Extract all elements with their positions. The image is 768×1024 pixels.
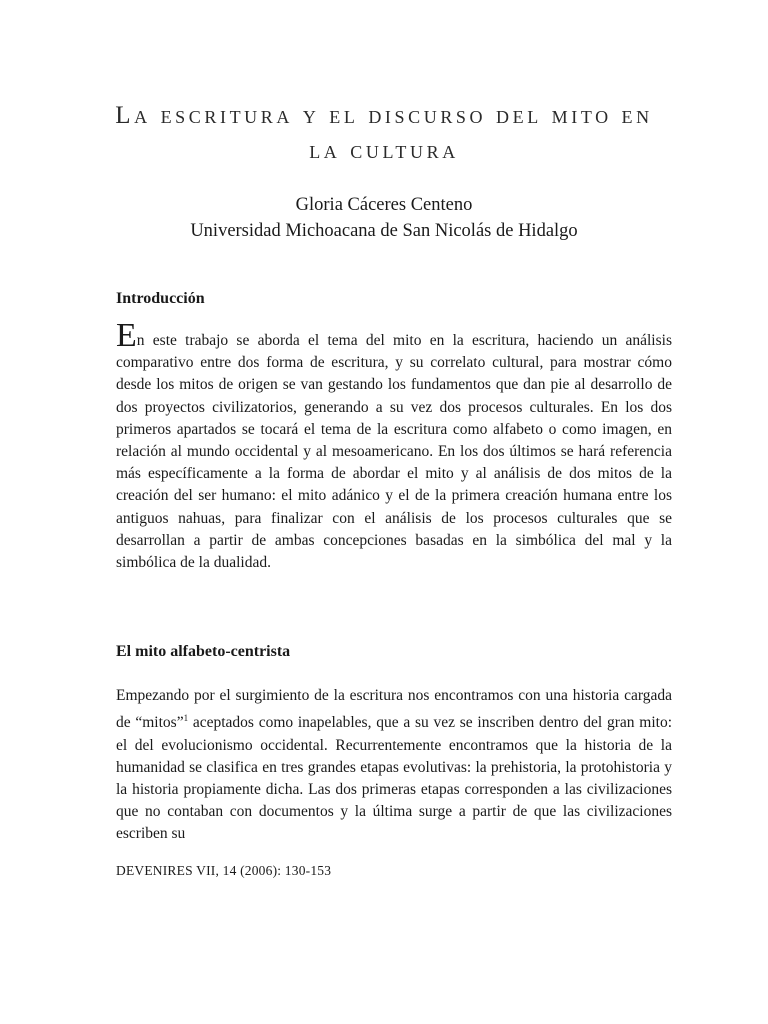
author-affiliation: Universidad Michoacana de San Nicolás de Hidalgo <box>190 221 578 241</box>
mito-text-part-1: Empezando por el surgimiento de la escritura nos encontramos con una historia cargada de “mitos” <box>116 687 672 732</box>
author-name: Gloria Cáceres Centeno <box>295 195 473 215</box>
introduction-paragraph <box>116 317 672 574</box>
mito-paragraph <box>116 685 672 846</box>
section-heading-introduction: Introducción <box>116 290 205 307</box>
article-title-line-2: la cultura <box>309 137 459 164</box>
journal-citation: DEVENIRES VII, 14 (2006): 130-153 <box>116 863 332 878</box>
section-heading-mito-alfabeto-centrista: El mito alfabeto-centrista <box>116 643 291 660</box>
article-title-line-1: La escritura y el discurso del mito en <box>115 102 653 129</box>
footnote-marker: 1 <box>183 713 189 724</box>
mito-text-part-2: aceptados como inapelables, que a su vez se inscriben dentro del gran mito: el del evolucionismo occidental. Recurrentemente encontramos que la historia de la humanidad se clasifica en tres grandes etapas evolutivas: la prehistoria, la protohistoria y la historia propiamente dicha. Las dos primeras etapas corresponden a las civilizaciones que no contaban con documentos y la última surge a partir de que las civilizaciones escriben su <box>116 714 673 843</box>
drop-cap: E <box>116 317 137 354</box>
introduction-text: n este trabajo se aborda el tema del mito en la escritura, haciendo un análisis comparativo entre dos forma de escritura, y su correlato cultural, para mostrar cómo desde los mitos de origen se van gestando los fundamentos que dan pie al desarrollo de dos proyectos civilizatorios, generando a su vez dos procesos culturales. En los dos primeros apartados se tocará el tema de la escritura como alfabeto o como imagen, en relación al mundo occidental y al mesoamericano. En los dos últimos se hará referencia más específicamente a la forma de abordar el mito y al análisis de dos mitos de la creación del ser humano: el mito adánico y el de la primera creación humana entre los antiguos nahuas, para finalizar con el análisis de los procesos culturales que se desarrollan a partir de ambas concepciones basadas en la simbólica del mal y la simbólica de la dualidad. <box>116 332 672 572</box>
article-title <box>80 98 688 168</box>
